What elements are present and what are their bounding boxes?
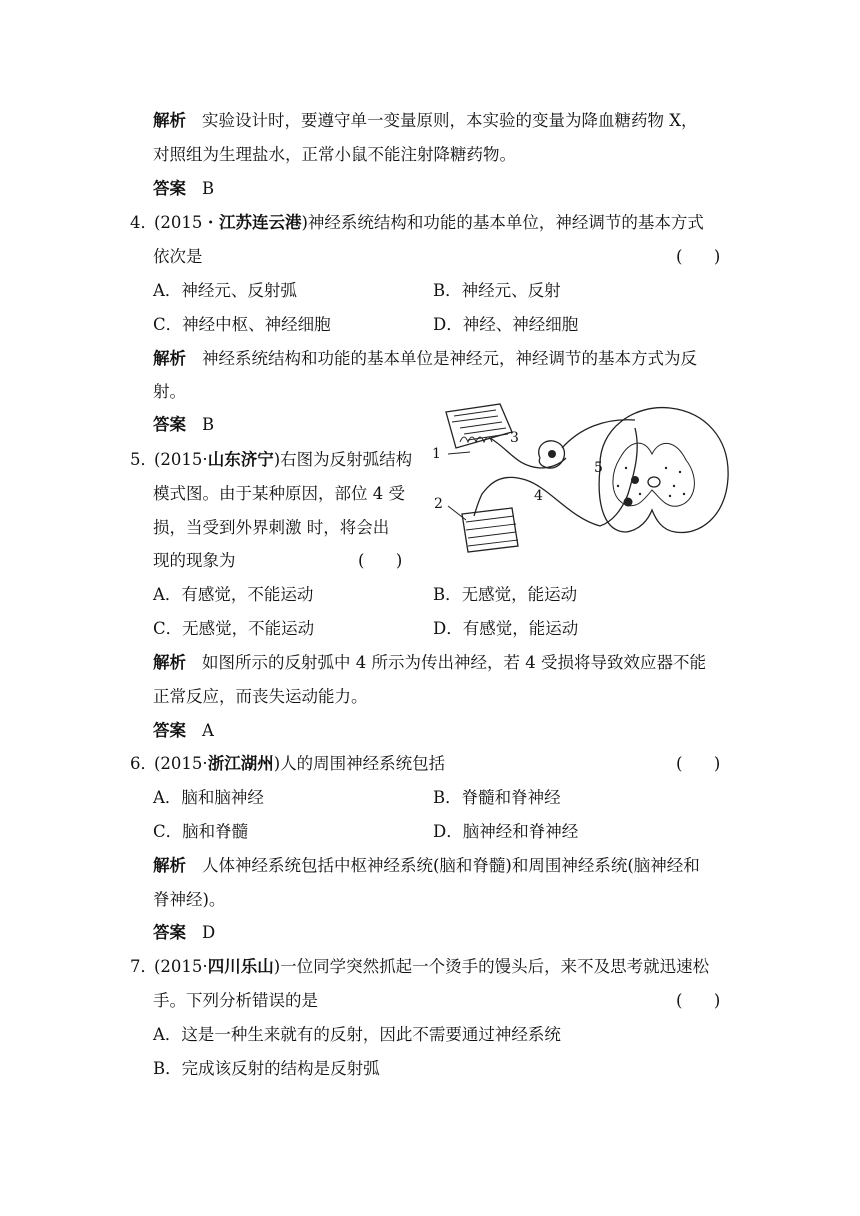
- q7-stem-line-1: [130, 956, 709, 978]
- diagram-label-1: 1: [432, 446, 441, 462]
- q6-answer-value: D: [202, 923, 216, 942]
- q5-option-b-key: B．: [433, 585, 462, 604]
- q7-option-a: [153, 1024, 561, 1046]
- q5-option-d: [433, 618, 578, 640]
- q3-analysis-line-2: 对照组为生理盐水，正常小鼠不能注射降糖药物。: [153, 145, 516, 164]
- spinal-cord-outline: [599, 408, 728, 533]
- q4-option-c-key: C．: [153, 315, 183, 334]
- q4-option-a: [153, 280, 297, 302]
- q7-option-a-key: A．: [153, 1025, 182, 1044]
- q5-answer-label: 答案: [153, 721, 186, 740]
- gray-matter-shape: [613, 443, 694, 506]
- diagram-label-5: 5: [594, 460, 603, 476]
- q6-option-a: [153, 787, 264, 809]
- q4-stem-line-2: 依次是: [153, 247, 203, 266]
- q4-stem-text-1: )神经系统结构和功能的基本单位，神经调节的基本方式: [301, 213, 704, 232]
- q5-option-b-text: 无感觉，能运动: [461, 585, 578, 604]
- q4-option-b: [433, 280, 561, 302]
- q7-option-b: [153, 1058, 380, 1080]
- q5-option-c-key: C．: [153, 619, 183, 638]
- q6-answer-line: [153, 922, 215, 944]
- q6-option-b: [433, 787, 561, 809]
- q3-analysis-label: 解析: [153, 111, 186, 130]
- q4-answer-line: [153, 414, 214, 436]
- q6-option-c-text: 脑和脊髓: [182, 822, 249, 841]
- q6-option-a-text: 脑和脑神经: [181, 788, 264, 807]
- q6-option-c-key: C．: [153, 822, 183, 841]
- q6-number: 6．: [130, 754, 157, 773]
- q4-answer-value: B: [202, 415, 215, 434]
- q4-option-d: [433, 314, 578, 336]
- q4-analysis-label: 解析: [153, 349, 186, 368]
- q7-option-b-key: B．: [153, 1059, 182, 1078]
- q5-analysis-text-1: 如图所示的反射弧中 4 所示为传出神经，若 4 受损将导致效应器不能: [202, 653, 706, 672]
- q4-answer-label: 答案: [153, 415, 186, 434]
- q4-source-place: 江苏连云港: [218, 213, 302, 232]
- q6-analysis-line-1: [153, 855, 700, 877]
- q5-source-place: 山东济宁: [207, 450, 274, 469]
- q6-option-b-key: B．: [433, 788, 462, 807]
- q6-analysis-label: 解析: [153, 856, 186, 875]
- q3-analysis-text-1: 实验设计时，要遵守单一变量原则，本实验的变量为降血糖药物 X，: [202, 111, 698, 130]
- q4-analysis-text-1: 神经系统结构和功能的基本单位是神经元，神经调节的基本方式为反: [202, 349, 697, 368]
- q5-option-d-key: D．: [433, 619, 463, 638]
- q3-answer-label: 答案: [153, 179, 186, 198]
- q5-option-a-text: 有感觉，不能运动: [181, 585, 314, 604]
- q3-answer-value: B: [202, 179, 215, 198]
- q3-analysis-line-1: [153, 110, 698, 132]
- q4-source-open: (2015・: [154, 213, 219, 232]
- q4-option-a-text: 神经元、反射弧: [181, 281, 297, 300]
- diagram-label-2: 2: [434, 496, 443, 512]
- motor-neuron-cell-body: [624, 498, 633, 507]
- q7-number: 7．: [130, 957, 157, 976]
- q5-stem-line-3: 损，当受到外界刺激 时，将会出: [153, 518, 390, 537]
- q5-option-a-key: A．: [153, 585, 182, 604]
- q5-analysis-line-1: [153, 652, 706, 674]
- q5-option-c: [153, 618, 314, 640]
- q6-answer-label: 答案: [153, 923, 186, 942]
- q5-number: 5．: [130, 450, 157, 469]
- q6-answer-blank: ( ): [676, 754, 721, 773]
- q4-answer-blank: ( ): [676, 247, 721, 266]
- q6-option-a-key: A．: [153, 788, 182, 807]
- q6-stem-line-1: [130, 753, 445, 775]
- central-canal: [648, 477, 660, 487]
- reflex-arc-diagram: [430, 398, 735, 558]
- q4-number: 4．: [130, 213, 157, 232]
- interneuron-path: [600, 428, 637, 526]
- q6-source-open: (2015·: [154, 754, 208, 773]
- interneuron-cell-body: [631, 476, 639, 484]
- q6-analysis-text-1: 人体神经系统包括中枢神经系统(脑和脊髓)和周围神经系统(脑神经和: [202, 856, 700, 875]
- q6-analysis-line-2: 脊神经)。: [153, 890, 226, 909]
- q7-source-open: (2015·: [154, 957, 208, 976]
- q5-answer-value: A: [202, 721, 214, 740]
- q7-option-a-text: 这是一种生来就有的反射，因此不需要通过神经系统: [181, 1025, 561, 1044]
- q5-analysis-label: 解析: [153, 653, 186, 672]
- q6-option-b-text: 脊髓和脊神经: [461, 788, 561, 807]
- q5-stem-line-1: [130, 449, 412, 471]
- q5-stem-text-1: )右图为反射弧结构: [273, 450, 413, 469]
- q4-option-b-text: 神经元、反射: [461, 281, 561, 300]
- q5-option-c-text: 无感觉，不能运动: [182, 619, 315, 638]
- q5-answer-blank: ( ): [358, 551, 403, 570]
- q4-analysis-line-2: 射。: [153, 382, 186, 401]
- q5-option-b: [433, 584, 577, 606]
- q5-option-d-text: 有感觉，能运动: [462, 619, 579, 638]
- q6-source-place: 浙江湖州: [207, 754, 274, 773]
- q7-option-b-text: 完成该反射的结构是反射弧: [181, 1059, 380, 1078]
- q6-option-d-text: 脑神经和脊神经: [462, 822, 579, 841]
- q4-option-d-text: 神经、神经细胞: [462, 315, 579, 334]
- diagram-label-3: 3: [510, 430, 519, 446]
- q4-option-b-key: B．: [433, 281, 462, 300]
- q7-source-place: 四川乐山: [207, 957, 274, 976]
- q7-stem-text-1: )一位同学突然抓起一个烫手的馒头后，来不及思考就迅速松: [273, 957, 710, 976]
- q7-answer-blank: ( ): [676, 991, 721, 1010]
- q6-option-d: [433, 821, 578, 843]
- q6-option-d-key: D．: [433, 822, 463, 841]
- receptor-skin-shape: [446, 404, 512, 448]
- q4-option-c: [153, 314, 331, 336]
- q5-stem-line-4: 现的现象为: [153, 551, 236, 570]
- q5-analysis-line-2: 正常反应，而丧失运动能力。: [153, 687, 368, 706]
- q5-option-a: [153, 584, 313, 606]
- q6-option-c: [153, 821, 248, 843]
- diagram-label-4: 4: [534, 488, 543, 504]
- q4-analysis-line-1: [153, 348, 697, 370]
- q5-answer-line: [153, 720, 214, 742]
- q4-option-c-text: 神经中枢、神经细胞: [182, 315, 331, 334]
- q4-option-a-key: A．: [153, 281, 182, 300]
- q4-stem-line-1: [130, 212, 704, 234]
- q4-option-d-key: D．: [433, 315, 463, 334]
- q5-source-open: (2015·: [154, 450, 208, 469]
- q3-answer-line: [153, 178, 214, 200]
- q6-stem-text-1: )人的周围神经系统包括: [273, 754, 446, 773]
- ganglion-cell-body: [548, 450, 556, 458]
- q7-stem-line-2: 手。下列分析错误的是: [153, 991, 318, 1010]
- sensory-to-cord-path: [562, 420, 635, 448]
- q5-stem-line-2: 模式图。由于某种原因，部位 4 受: [153, 484, 405, 503]
